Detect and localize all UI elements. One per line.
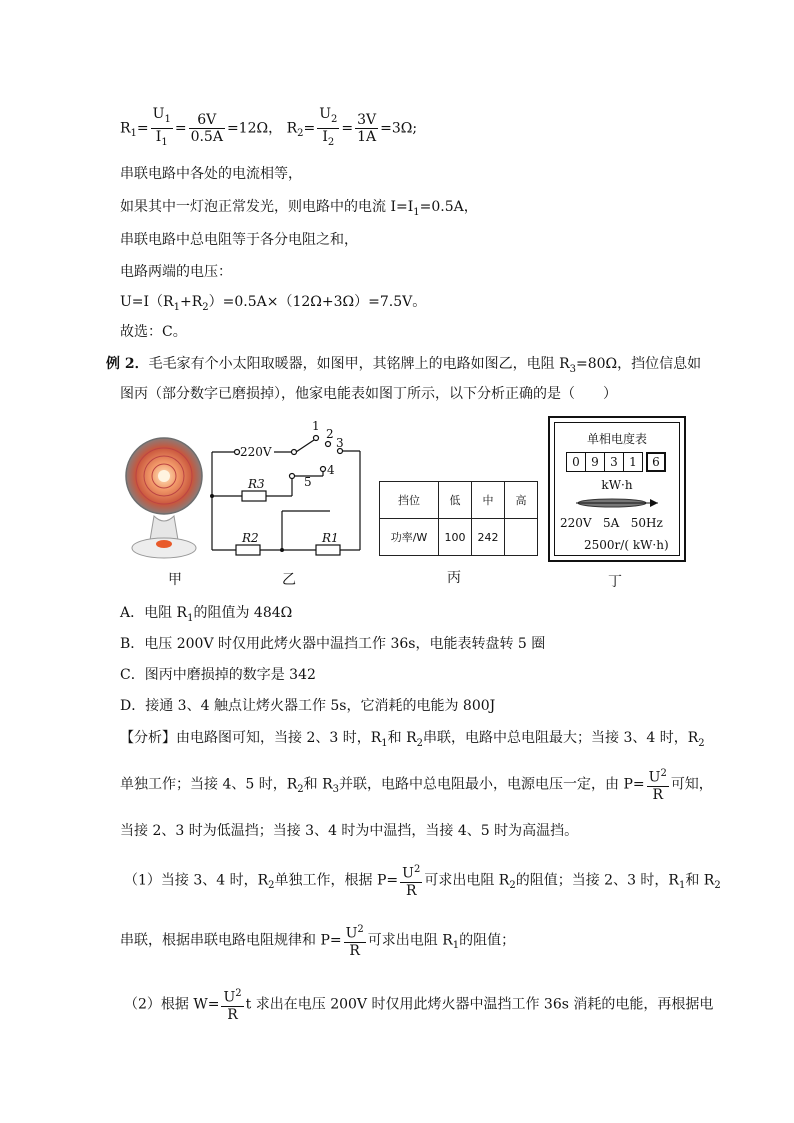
l5-b: +R — [179, 294, 203, 310]
i1-sub: 1 — [161, 136, 168, 148]
meter-digit: 1 — [624, 452, 643, 472]
a1-b: 和 R — [387, 730, 417, 746]
eq-sign: = — [174, 120, 187, 137]
analysis-line-2 — [120, 766, 713, 803]
a2-c: 并联，电路中总电阻最小，电源电压一定，由 P= — [339, 776, 645, 793]
a2-d: 可知， — [670, 776, 713, 793]
option-a-text: A．电阻 R — [120, 605, 188, 621]
u2-sub: 2 — [331, 113, 338, 125]
a2-b: 和 R — [303, 776, 333, 793]
u2-over-r — [647, 766, 669, 803]
r1-symbol: R — [120, 120, 131, 137]
eq-sign: = — [136, 120, 149, 137]
i2-sub: 2 — [327, 136, 335, 148]
option-a — [120, 604, 292, 628]
option-b: B．电压 200V 时仅用此烤火器中温挡工作 36s，电能表转盘转 5 圈 — [120, 636, 546, 652]
table-cell-low: 100 — [439, 519, 472, 556]
table-header-high: 高 — [505, 482, 538, 519]
frac-r: R — [652, 786, 663, 803]
option-c: C．图丙中磨损掉的数字是 342 — [120, 667, 316, 683]
frac-r: R — [349, 942, 360, 959]
meter-digits — [566, 452, 666, 472]
table-cell-high — [505, 519, 538, 556]
meter-unit: kW·h — [601, 478, 633, 492]
meter-digit-decimal: 6 — [646, 452, 666, 472]
p1-s2: 2 — [509, 880, 516, 892]
electric-meter — [548, 416, 686, 562]
frac-u: U — [402, 865, 414, 882]
meter-digit: 0 — [566, 452, 586, 472]
a1-s2: 2 — [416, 737, 424, 749]
power-table — [379, 481, 538, 556]
p1-e: 和 R — [685, 872, 715, 889]
meter-title: 单相电度表 — [586, 432, 647, 446]
analysis-tag: 【分析】 — [120, 730, 176, 746]
p2-a: 串联，根据串联电路电阻规律和 P= — [120, 932, 342, 949]
example-line-2: 图丙（部分数字已磨损掉），他家电能表如图丁所示，以下分析正确的是（ ） — [120, 386, 617, 402]
node-5: 5 — [304, 475, 312, 489]
l5-s1: 1 — [173, 301, 180, 313]
meter-rate: 2500r/( kW·h) — [584, 538, 669, 552]
3v-over-1a — [355, 112, 378, 145]
r2-symbol: R — [286, 120, 298, 137]
a2-s2: 3 — [332, 784, 340, 796]
l2-text: 如果其中一灯泡正常发光，则电路中的电流 I=I — [120, 199, 414, 215]
p3-a: （2）根据 W= — [124, 996, 220, 1013]
l5-a: U=I（R — [120, 294, 174, 310]
figure-label-ding: 丁 — [608, 574, 622, 590]
text-line-1: 串联电路中各处的电流相等， — [120, 166, 302, 182]
r1-sub: 1 — [130, 128, 137, 140]
frac-sq: 2 — [660, 768, 667, 779]
analysis-line-1 — [120, 729, 705, 753]
l2-sub: 1 — [413, 206, 420, 218]
table-header-low: 低 — [439, 482, 472, 519]
analysis-point-1 — [124, 862, 721, 899]
frac-u: U — [223, 989, 236, 1006]
r2-sub: 2 — [297, 128, 304, 140]
example-label: 例 2． — [106, 356, 149, 372]
p1-d: 的阻值；当接 2、3 时，R — [515, 872, 679, 889]
meter-digit: 9 — [586, 452, 605, 472]
p3-b: t 求出在电压 200V 时仅用此烤火器中温挡工作 36s 消耗的电能，再根据电 — [245, 996, 714, 1013]
r1-value: =12Ω， — [226, 120, 283, 137]
node-4: 4 — [327, 463, 335, 477]
frac-sq: 2 — [357, 924, 364, 935]
heater-illustration — [124, 436, 204, 562]
05a: 0.5A — [190, 128, 223, 145]
table-header-gear: 挡位 — [380, 482, 439, 519]
resistance-calculation — [120, 106, 417, 151]
frac-r: R — [227, 1006, 238, 1023]
q1-sub: 3 — [569, 363, 576, 375]
q1-a: 毛毛家有个小太阳取暖器，如图甲，其铭牌上的电路如图乙，电阻 R — [148, 356, 570, 372]
r2-label: R2 — [242, 531, 259, 545]
example-line-1 — [106, 355, 701, 379]
text-line-4: 电路两端的电压： — [120, 264, 232, 280]
frac-u: U — [648, 769, 661, 786]
6v-over-05a — [189, 112, 225, 145]
p2-c: 的阻值； — [459, 932, 516, 949]
frac-u: U — [345, 925, 358, 942]
r3-label: R3 — [248, 477, 265, 491]
option-a-sub: 1 — [187, 612, 194, 624]
u1-over-i1 — [151, 106, 173, 151]
option-d: D．接通 3、4 触点让烤火器工作 5s，它消耗的电能为 800J — [120, 698, 496, 714]
q1-b: =80Ω，挡位信息如 — [576, 356, 702, 372]
a1-c: 串联，电路中总电阻最大；当接 3、4 时，R — [423, 730, 699, 746]
a1-a: 由电路图可知，当接 2、3 时，R — [176, 730, 382, 746]
node-2: 2 — [326, 427, 334, 441]
analysis-point-1-cont — [120, 922, 515, 959]
u2-over-i2 — [317, 106, 339, 151]
a2-s1: 2 — [297, 784, 304, 796]
p2-b: 可求出电阻 R — [367, 932, 453, 949]
a1-s1: 1 — [381, 737, 388, 749]
analysis-point-2 — [124, 986, 713, 1023]
r1-label: R1 — [322, 531, 339, 545]
l2-text-b: =0.5A， — [419, 199, 478, 215]
u2: U — [319, 106, 332, 122]
p2-s1: 1 — [452, 940, 460, 952]
u2-over-r — [221, 986, 243, 1023]
p1-s3: 1 — [678, 880, 686, 892]
node-3: 3 — [336, 436, 344, 450]
table-cell-mid: 242 — [472, 519, 505, 556]
circuit-diagram — [206, 416, 366, 556]
figure-label-bing: 丙 — [447, 570, 461, 586]
text-line-2 — [120, 198, 478, 222]
eq-sign: = — [341, 120, 354, 137]
circuit-voltage: 220V — [240, 445, 272, 459]
analysis-line-3: 当接 2、3 时为低温挡；当接 3、4 时为中温挡，当接 4、5 时为高温挡。 — [120, 823, 579, 839]
table-header-mid: 中 — [472, 482, 505, 519]
figure-label-jia: 甲 — [168, 572, 182, 588]
p1-a: （1）当接 3、4 时，R — [124, 872, 269, 889]
u2-over-r — [400, 862, 422, 899]
3v: 3V — [357, 111, 377, 128]
l5-c: ）=0.5A×（12Ω+3Ω）=7.5V。 — [208, 294, 427, 310]
a1-s3: 2 — [698, 737, 705, 749]
i1: I — [155, 128, 162, 145]
p1-s1: 2 — [268, 880, 275, 892]
frac-r: R — [405, 882, 417, 899]
a2-a: 单独工作；当接 4、5 时，R — [120, 776, 298, 793]
figure-label-yi: 乙 — [282, 572, 296, 588]
meter-disc-icon — [572, 496, 664, 510]
text-line-6: 故选：C。 — [120, 324, 187, 340]
frac-sq: 2 — [413, 864, 421, 875]
table-row-label: 功率/W — [380, 519, 439, 556]
eq-sign: = — [303, 120, 316, 137]
1a: 1A — [357, 128, 377, 145]
frac-sq: 2 — [235, 988, 242, 999]
p1-s4: 2 — [714, 880, 721, 892]
u1: U — [152, 106, 165, 122]
text-line-5 — [120, 293, 426, 317]
node-1: 1 — [312, 419, 320, 433]
p1-c: 可求出电阻 R — [424, 872, 510, 889]
r2-value: =3Ω; — [380, 120, 418, 137]
p1-b: 单独工作，根据 P= — [274, 872, 399, 889]
meter-spec: 220V 5A 50Hz — [560, 516, 663, 530]
6v: 6V — [189, 112, 225, 129]
option-a-text-b: 的阻值为 484Ω — [193, 605, 293, 621]
text-line-3: 串联电路中总电阻等于各分电阻之和， — [120, 232, 358, 248]
i2: I — [322, 128, 328, 145]
u1-sub: 1 — [164, 113, 171, 125]
u2-over-r — [344, 922, 366, 959]
l5-s2: 2 — [202, 301, 209, 313]
meter-digit: 3 — [605, 452, 624, 472]
